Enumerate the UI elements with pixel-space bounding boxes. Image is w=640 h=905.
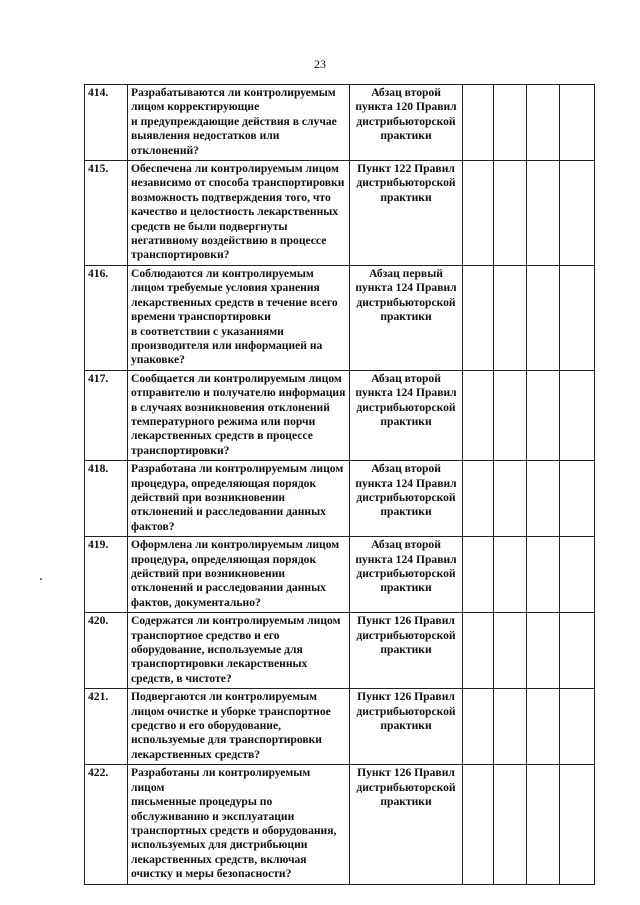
item-number: 418. bbox=[85, 461, 128, 537]
table-row bbox=[85, 765, 595, 884]
question-text: Сообщается ли контролируемым лицом отправителю и получателю информация в случаях возникновения отклонений температурного режима или порчи лекарственных средств в процессе транспортировки? bbox=[128, 370, 350, 460]
item-number: 415. bbox=[85, 161, 128, 266]
table-row bbox=[85, 461, 595, 537]
legal-reference: Пункт 126 Правил дистрибьюторской практики bbox=[350, 689, 463, 765]
table-row bbox=[85, 537, 595, 613]
answer-cell-yes[interactable] bbox=[463, 161, 494, 266]
table-row bbox=[85, 370, 595, 460]
answer-cell-no[interactable] bbox=[494, 85, 527, 161]
question-text: Разрабатываются ли контролируемым лицом корректирующие и предупреждающие действия в случае выявления недостатков или отклонений? bbox=[128, 85, 350, 161]
answer-cell-yes[interactable] bbox=[463, 265, 494, 370]
answer-cell-yes[interactable] bbox=[463, 85, 494, 161]
question-text: Оформлена ли контролируемым лицом процедура, определяющая порядок действий при возникновении отклонений и расследовании данных фактов, документально? bbox=[128, 537, 350, 613]
answer-cell-yes[interactable] bbox=[463, 461, 494, 537]
legal-reference: Абзац второй пункта 120 Правил дистрибьюторской практики bbox=[350, 85, 463, 161]
answer-cell-na[interactable] bbox=[527, 613, 560, 689]
answer-cell-na[interactable] bbox=[527, 689, 560, 765]
table-row bbox=[85, 613, 595, 689]
item-number: 414. bbox=[85, 85, 128, 161]
question-text: Соблюдаются ли контролируемым лицом требуемые условия хранения лекарственных средств в течение всего времени транспортировки в соответствии с указаниями производителя или информацией на упаковке? bbox=[128, 265, 350, 370]
question-text: Содержатся ли контролируемым лицом транспортное средство и его оборудование, используемые для транспортировки лекарственных средств, в чистоте? bbox=[128, 613, 350, 689]
answer-cell-no[interactable] bbox=[494, 537, 527, 613]
item-number: 419. bbox=[85, 537, 128, 613]
item-number: 416. bbox=[85, 265, 128, 370]
answer-cell-no[interactable] bbox=[494, 765, 527, 884]
answer-cell-no[interactable] bbox=[494, 161, 527, 266]
checklist-table bbox=[84, 84, 595, 885]
legal-reference: Пункт 126 Правил дистрибьюторской практики bbox=[350, 765, 463, 884]
legal-reference: Абзац второй пункта 124 Правил дистрибьюторской практики bbox=[350, 370, 463, 460]
page-number: 23 bbox=[314, 57, 326, 71]
item-number: 420. bbox=[85, 613, 128, 689]
answer-cell-no[interactable] bbox=[494, 461, 527, 537]
answer-cell-yes[interactable] bbox=[463, 370, 494, 460]
margin-mark bbox=[40, 578, 42, 580]
answer-cell-note[interactable] bbox=[560, 765, 595, 884]
item-number: 422. bbox=[85, 765, 128, 884]
answer-cell-na[interactable] bbox=[527, 461, 560, 537]
table-row bbox=[85, 689, 595, 765]
table-row bbox=[85, 161, 595, 266]
question-text: Разработана ли контролируемым лицом процедура, определяющая порядок действий при возникновении отклонений и расследовании данных фактов? bbox=[128, 461, 350, 537]
question-text: Подвергаются ли контролируемым лицом очистке и уборке транспортное средство и его оборудование, используемые для транспортировки лекарственных средств? bbox=[128, 689, 350, 765]
answer-cell-na[interactable] bbox=[527, 765, 560, 884]
answer-cell-na[interactable] bbox=[527, 537, 560, 613]
answer-cell-no[interactable] bbox=[494, 265, 527, 370]
answer-cell-note[interactable] bbox=[560, 161, 595, 266]
item-number: 417. bbox=[85, 370, 128, 460]
answer-cell-no[interactable] bbox=[494, 370, 527, 460]
question-text: Обеспечена ли контролируемым лицом независимо от способа транспортировки возможность подтверждения того, что качество и целостность лекарственных средств не были подвергнуты негативному воздействию в процессе транспортировки? bbox=[128, 161, 350, 266]
table-row bbox=[85, 85, 595, 161]
answer-cell-note[interactable] bbox=[560, 265, 595, 370]
answer-cell-no[interactable] bbox=[494, 689, 527, 765]
question-text: Разработаны ли контролируемым лицом письменные процедуры по обслуживанию и эксплуатации транспортных средств и оборудования, используемых для дистрибьюции лекарственных средств, включая очистку и меры безопасности? bbox=[128, 765, 350, 884]
answer-cell-yes[interactable] bbox=[463, 613, 494, 689]
answer-cell-note[interactable] bbox=[560, 689, 595, 765]
answer-cell-yes[interactable] bbox=[463, 689, 494, 765]
answer-cell-na[interactable] bbox=[527, 370, 560, 460]
answer-cell-note[interactable] bbox=[560, 85, 595, 161]
item-number: 421. bbox=[85, 689, 128, 765]
legal-reference: Пункт 126 Правил дистрибьюторской практики bbox=[350, 613, 463, 689]
legal-reference: Абзац первый пункта 124 Правил дистрибьюторской практики bbox=[350, 265, 463, 370]
answer-cell-note[interactable] bbox=[560, 613, 595, 689]
legal-reference: Абзац второй пункта 124 Правил дистрибьюторской практики bbox=[350, 537, 463, 613]
answer-cell-note[interactable] bbox=[560, 461, 595, 537]
answer-cell-na[interactable] bbox=[527, 265, 560, 370]
answer-cell-yes[interactable] bbox=[463, 537, 494, 613]
answer-cell-yes[interactable] bbox=[463, 765, 494, 884]
answer-cell-note[interactable] bbox=[560, 537, 595, 613]
answer-cell-na[interactable] bbox=[527, 85, 560, 161]
table-row bbox=[85, 265, 595, 370]
answer-cell-note[interactable] bbox=[560, 370, 595, 460]
answer-cell-no[interactable] bbox=[494, 613, 527, 689]
answer-cell-na[interactable] bbox=[527, 161, 560, 266]
legal-reference: Пункт 122 Правил дистрибьюторской практики bbox=[350, 161, 463, 266]
legal-reference: Абзац второй пункта 124 Правил дистрибьюторской практики bbox=[350, 461, 463, 537]
